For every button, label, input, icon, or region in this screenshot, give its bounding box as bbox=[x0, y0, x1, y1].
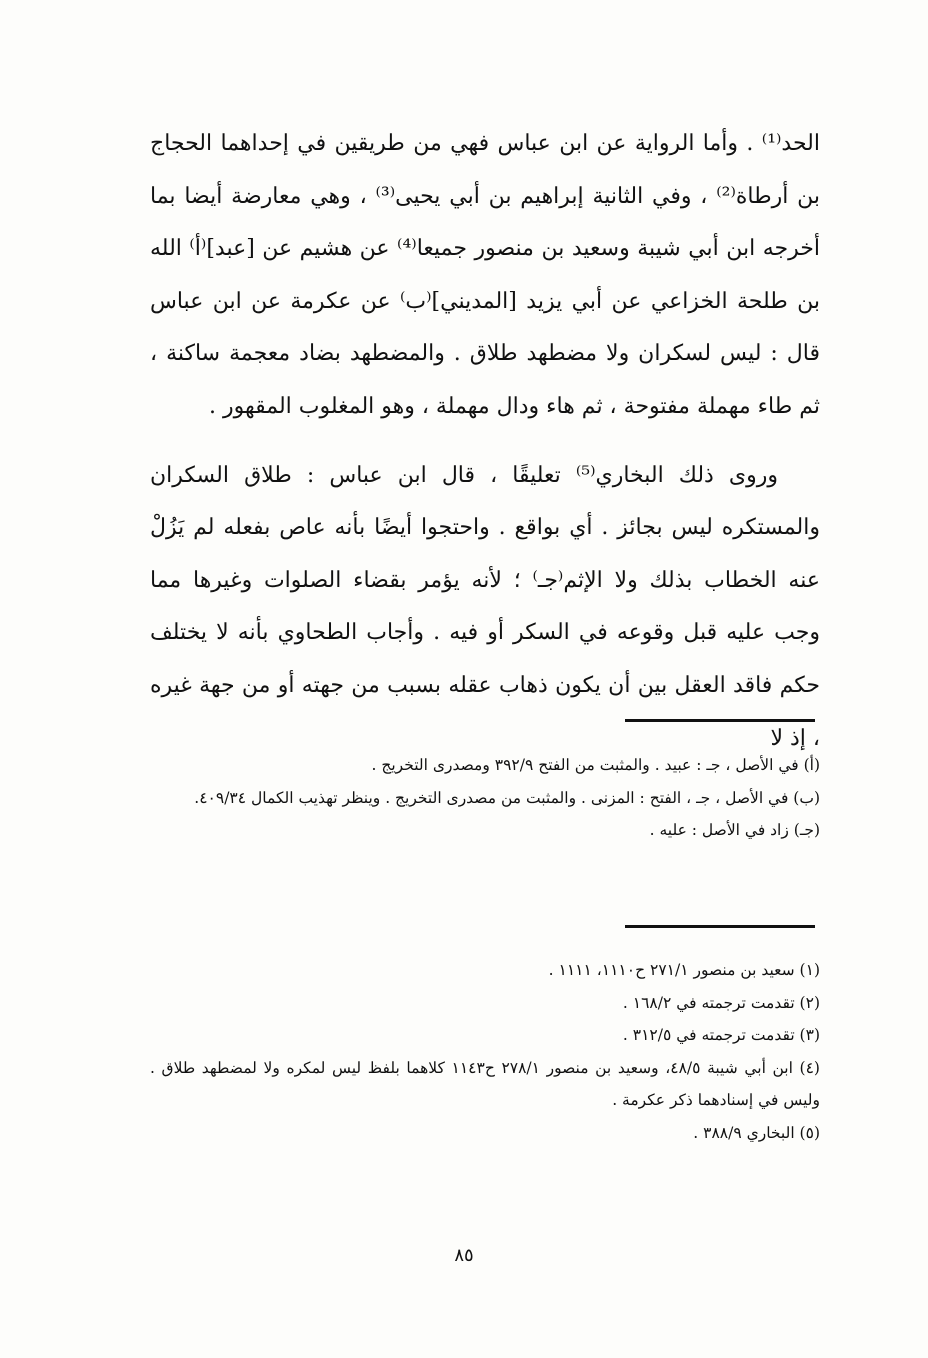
source-note: (١) سعيد بن منصور ٢٧١/١ ح١١١٠، ١١١١ . bbox=[548, 961, 820, 979]
source-note: (٢) تقدمت ترجمته في ١٦٨/٢ . bbox=[622, 993, 820, 1012]
main-paragraph: الحد⁽¹⁾ . وأما الرواية عن ابن عباس فهي من طريقين في إحداهما الحجاج بن أرطاة⁽²⁾ ، وفي الثانية إبراهيم بن أبي يحيى⁽³⁾ ، وهي معارضة أيضا بما أخرجه ابن أبي شيبة وسعيد بن منصور جميعا⁽⁴⁾ عن هشيم عن [عبد]⁽أ⁾ الله بن طلحة الخزاعي عن أبي يزيد [المديني]⁽ب⁾ عن عكرمة عن ابن عباس قال : ليس لسكران ولا مضطهد طلاق . والمضطهد بضاد معجمة ساكنة ، ثم طاء مهملة مفتوحة ، ثم هاء ودال مهملة ، وهو المغلوب المقهور . bbox=[150, 131, 821, 419]
footnote-separator bbox=[625, 925, 815, 928]
editorial-notes bbox=[150, 749, 820, 847]
main-paragraph: وروى ذلك البخاري⁽⁵⁾ تعليقًا ، قال ابن عباس : طلاق السكران والمستكره ليس بجائز . أي بواقع . واحتجوا أيضًا بأنه عاص بفعله لم يَزُلْ عنه الخطاب بذلك ولا الإثم⁽جـ⁾ ؛ لأنه يؤمر بقضاء الصلوات وغيرها مما وجب عليه قبل وقوعه في السكر أو فيه . وأجاب الطحاوي بأنه لا يختلف حكم فاقد العقل بين أن يكون ذهاب عقله بسبب من جهته أو من جهة غيره ، إذ لا bbox=[150, 462, 820, 751]
source-note: (٣) تقدمت ترجمته في ٣١٢/٥ . bbox=[622, 1026, 820, 1044]
source-note: (٥) البخاري ٣٨٨/٩ . bbox=[693, 1123, 820, 1142]
source-notes bbox=[150, 954, 820, 1149]
footnote-separator bbox=[625, 719, 815, 722]
editorial-note: (أ) في الأصل ، جـ : عبيد . والمثبت من الفتح ٣٩٢/٩ ومصدرى التخريج . bbox=[371, 756, 820, 774]
page-number: ٨٥ bbox=[454, 1245, 474, 1266]
editorial-note: (ب) في الأصل ، جـ ، الفتح : المزنى . والمثبت من مصدرى التخريج . وينظر تهذيب الكمال ٤٠٩/٣٤. bbox=[194, 788, 820, 807]
main-text bbox=[150, 118, 820, 765]
editorial-note: (جـ) زاد في الأصل : عليه . bbox=[649, 821, 820, 839]
source-note: (٤) ابن أبي شيبة ٤٨/٥، وسعيد بن منصور ٢٧٨/١ ح١١٤٣ كلاهما بلفظ ليس لمكره ولا لمضطهد طلاق . وليس في إسنادهما ذكر عكرمة . bbox=[150, 1058, 820, 1109]
